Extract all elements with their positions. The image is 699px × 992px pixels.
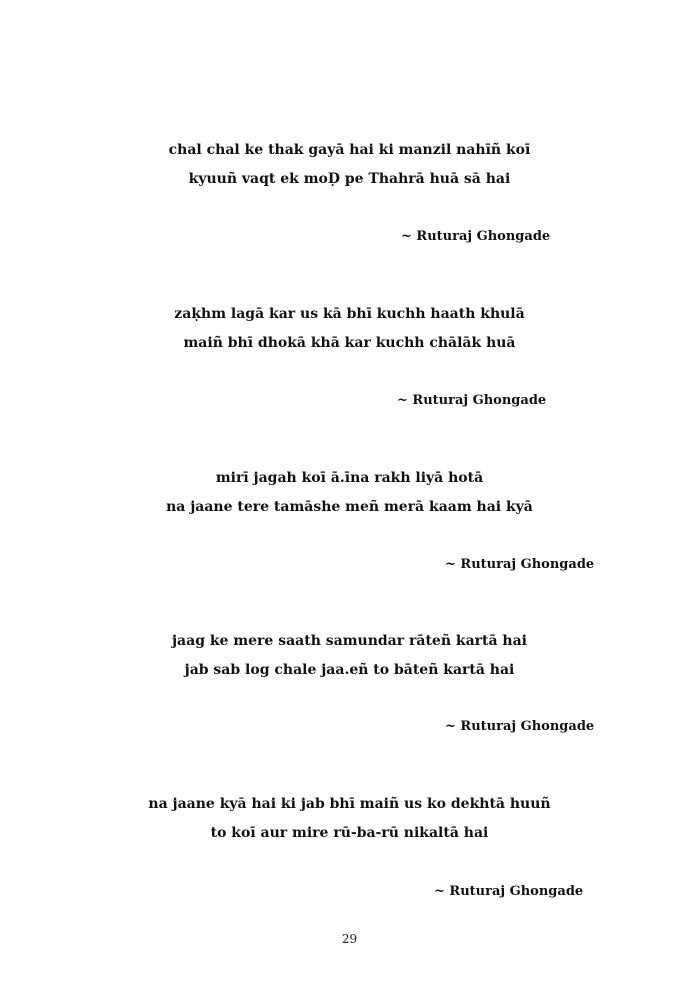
stanza-4 xyxy=(0,627,699,685)
attribution: ~ Ruturaj Ghongade xyxy=(434,884,584,899)
verse-line: chal chal ke thak gayā hai ki manzil nahīñ koī xyxy=(168,142,531,158)
stanza-3 xyxy=(0,464,699,522)
attribution: ~ Ruturaj Ghongade xyxy=(397,393,547,408)
page-number: 29 xyxy=(341,932,358,946)
verse-line: jaag ke mere saath samundar rāteñ kartā hai xyxy=(171,633,527,649)
verse-line: na jaane kyā hai ki jab bhī maiñ us ko dekhtā huuñ xyxy=(148,796,551,812)
attribution: ~ Ruturaj Ghongade xyxy=(445,557,595,572)
attribution: ~ Ruturaj Ghongade xyxy=(445,719,595,734)
verse-line: na jaane tere tamāshe meñ merā kaam hai kyā xyxy=(166,499,533,515)
verse-line: to koī aur mire rū-ba-rū nikaltā hai xyxy=(210,825,489,841)
verse-line: kyuuñ vaqt ek moḌ pe Thahrā huā sā hai xyxy=(188,171,511,187)
attribution: ~ Ruturaj Ghongade xyxy=(401,229,551,244)
verse-line: mirī jagah koī ā.īna rakh liyā hotā xyxy=(215,470,484,486)
verse-line: maiñ bhī dhokā khā kar kuchh chālāk huā xyxy=(183,335,516,351)
stanza-5 xyxy=(0,790,699,848)
verse-line: zaḳhm lagā kar us kā bhī kuchh haath khulā xyxy=(174,306,525,322)
stanza-1 xyxy=(0,136,699,194)
verse-line: jab sab log chale jaa.eñ to bāteñ kartā hai xyxy=(184,662,515,678)
stanza-2 xyxy=(0,300,699,358)
